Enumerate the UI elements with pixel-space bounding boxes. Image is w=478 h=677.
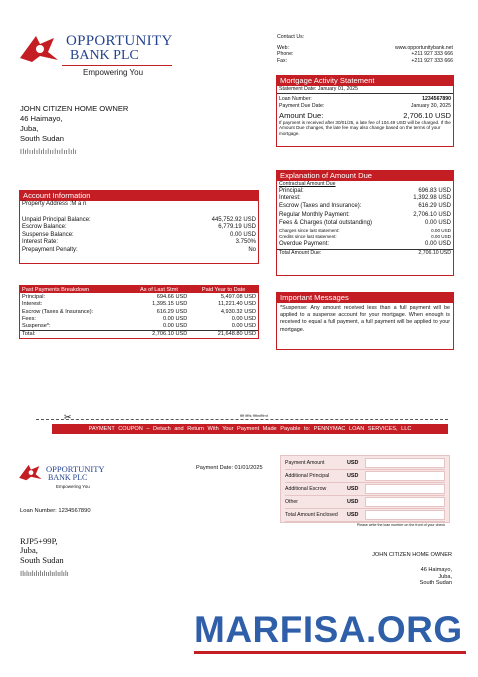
past-payments-row <box>20 322 258 330</box>
explanation-row <box>279 188 451 196</box>
explanation-row-label: Escrow (Taxes and Insurance): <box>279 202 362 209</box>
statement-date: Statement Date: January 01, 2025 <box>277 86 453 94</box>
sender-barcode: Ilılıılılılılıılıılıılılı <box>20 570 69 579</box>
explanation-row-value: 696.83 USD <box>418 187 451 194</box>
explanation-row-label: Overdue Payment: <box>279 240 330 247</box>
coupon-field-label: Total Amount Enclosed <box>285 512 338 518</box>
coupon-field-label: Additional Principal <box>285 473 330 479</box>
phone-label: Phone: <box>277 51 294 58</box>
past-payments-cell: 0.00 USD <box>231 315 256 322</box>
coupon-recipient-line2: Juba, <box>438 573 452 580</box>
explanation-row-label: Credits since last statement: <box>279 234 337 240</box>
address-line3: South Sudan <box>20 134 64 143</box>
address-line1: 46 Haimayo, <box>20 114 63 123</box>
coupon-field-row <box>285 457 445 470</box>
statement-title: Mortgage Activity Statement <box>277 76 453 86</box>
past-payments-cell: 616.29 USD <box>156 308 188 315</box>
coupon-loan-number: Loan Number: 1234567890 <box>20 508 91 514</box>
past-payments-cell: 0.00 USD <box>163 323 188 330</box>
explanation-row <box>279 241 451 249</box>
explanation-row <box>279 234 451 241</box>
explanation-row-value: 1,392.98 USD <box>413 195 451 202</box>
past-payments-box <box>19 285 259 339</box>
coupon-field-currency: USD <box>347 499 359 505</box>
past-payments-row <box>20 301 258 308</box>
past-payments-row <box>20 330 258 338</box>
past-payments-cell: 2,706.10 USD <box>152 331 188 338</box>
property-address: Property Address :M a n <box>22 201 87 207</box>
phone-value: +211 927 333 666 <box>411 51 453 58</box>
account-row <box>22 232 256 240</box>
coupon-footnote: Please write the loan number on the front of your check <box>356 523 445 527</box>
bank-logo-mark-icon <box>18 32 62 64</box>
coupon-field-label: Payment Amount <box>285 460 325 466</box>
coupon-field-input[interactable] <box>365 458 445 468</box>
past-payments-header: Paid Year to Date <box>189 286 258 293</box>
explanation-row-value: 616.29 USD <box>418 202 451 209</box>
account-row-label: Prepayment Penalty: <box>22 246 78 253</box>
loan-number-label: Loan Number: <box>279 95 312 102</box>
explanation-row-value: 2,706.10 USD <box>413 212 451 219</box>
past-payments-cell: 0.00 USD <box>163 315 188 322</box>
address-line2: Juba, <box>20 124 39 133</box>
past-payments-cell: Suspense*: <box>22 323 51 330</box>
web-value[interactable]: www.opportunitybank.net <box>395 44 453 51</box>
past-payments-cell: 21,648.80 USD <box>217 331 256 338</box>
coupon-field-label: Additional Escrow <box>285 486 327 492</box>
explanation-row-label: Interest: <box>279 195 301 202</box>
explanation-row-value: 0.00 USD <box>424 240 451 247</box>
past-payments-cell: Total: <box>22 331 36 338</box>
past-payments-cell: 11,221.40 USD <box>218 301 256 308</box>
past-payments-cell: Principal: <box>22 293 46 300</box>
bank-name-line1: OPPORTUNITY <box>66 33 173 49</box>
coupon-logo-mark-icon <box>18 462 44 482</box>
explanation-row <box>279 195 451 203</box>
explanation-row-label: Fees & Charges (total outstanding) <box>279 219 373 226</box>
past-payments-header: As of Last Stmt <box>129 286 190 293</box>
past-payments-cell: 694.66 USD <box>156 293 188 300</box>
coupon-field-label: Other <box>285 499 298 505</box>
past-payments-row <box>20 315 258 322</box>
account-row-value: 6,779.19 USD <box>218 224 256 231</box>
past-payments-cell: 4,930.32 USD <box>220 308 256 315</box>
bank-logo <box>18 30 178 80</box>
scissors-icon: ✂ <box>64 412 72 422</box>
past-payments-cell: Interest: <box>22 301 43 308</box>
address-name: JOHN CITIZEN HOME OWNER <box>20 104 129 113</box>
coupon-recipient-name: JOHN CITIZEN HOME OWNER <box>372 552 452 558</box>
account-row <box>22 247 256 255</box>
watermark: MARFISA.ORG <box>194 609 463 650</box>
explanation-row <box>279 212 451 220</box>
contact-block <box>277 34 453 64</box>
postal-barcode: Ilılıılılılılıılıılıılılı <box>20 149 78 156</box>
coupon-field-currency: USD <box>347 512 359 518</box>
total-due-value: 2,706.10 USD <box>418 250 451 257</box>
sender-line3: South Sudan <box>20 554 64 565</box>
account-info-box <box>19 190 259 264</box>
coupon-field-row <box>285 483 445 496</box>
account-row <box>22 239 256 247</box>
coupon-recipient-line3: South Sudan <box>419 580 452 587</box>
loan-number-value: 1234567890 <box>422 95 451 102</box>
messages-box <box>276 292 454 350</box>
explanation-title: Explanation of Amount Due <box>277 171 453 181</box>
recipient-address <box>20 104 128 158</box>
account-row <box>22 224 256 232</box>
amount-due-label: Amount Due: <box>279 110 324 120</box>
past-payments-cell: Fees: <box>22 315 36 322</box>
coupon-recipient <box>340 552 452 587</box>
explanation-row-value: 0.00 USD <box>424 219 451 226</box>
past-payments-cell: 1,395.15 USD <box>152 301 188 308</box>
coupon-tagline: Empowering You <box>56 484 90 489</box>
bank-tagline: Empowering You <box>83 68 144 77</box>
messages-body: *Suspense: Any amount received less than a full payment will be applied to a suspense account for your mortgage. When enough is received to equal a full payment, a full payment will be applied to your mortgage. <box>280 305 450 333</box>
fax-value: +211 927 333 666 <box>411 57 453 64</box>
coupon-payment-date: Payment Date: 01/01/2025 <box>196 465 263 471</box>
late-fee-note: If payment is received after 30/01/25, a late fee of 104.49 USD will be charged. If the Amount Due changes, the late fee may also change based on the terms of your mortgage. <box>279 119 451 136</box>
account-info-title: Account Information <box>20 191 258 201</box>
coupon-logo <box>18 462 128 492</box>
coupon-field-input[interactable] <box>365 497 445 507</box>
past-payments-table <box>20 286 258 338</box>
amount-due-value: 2,706.10 USD <box>403 110 451 120</box>
coupon-bank-name-line1: OPPORTUNITY <box>46 464 105 474</box>
bank-name-line2: BANK PLC <box>70 48 139 63</box>
account-row-value: 3.750% <box>235 239 256 246</box>
coupon-field-row <box>285 509 445 522</box>
web-label: Web: <box>277 44 290 51</box>
due-date-label: Payment Due Date: <box>279 103 325 110</box>
past-payments-row <box>20 308 258 315</box>
past-payments-row <box>20 293 258 300</box>
coupon-bank-name-line2: BANK PLC <box>48 473 88 482</box>
due-date-value: January 30, 2025 <box>410 103 451 110</box>
messages-title: Important Messages <box>277 293 453 303</box>
past-payments-cell: 5,497.08 USD <box>220 293 256 300</box>
account-row-value: 445,752.92 USD <box>211 216 256 223</box>
explanation-row <box>279 228 451 235</box>
explanation-row-value: 0.00 USD <box>431 227 451 233</box>
account-row-value: No <box>248 246 256 253</box>
sender-address <box>20 537 69 580</box>
coupon-fields-box <box>280 455 450 527</box>
sender-line1: RJP5+99P, <box>20 536 58 546</box>
tagline-underline <box>62 65 172 66</box>
explanation-row-label: Charges since last statement: <box>279 227 340 233</box>
coupon-field-input[interactable] <box>365 484 445 494</box>
explanation-row-label: Regular Monthly Payment: <box>279 212 350 219</box>
tear-line <box>36 419 448 420</box>
account-row-label: Unpaid Principal Balance: <box>22 216 91 223</box>
account-row-value: 0.00 USD <box>229 231 256 238</box>
past-payments-header: Past Payments Breakdown <box>20 286 129 293</box>
sender-line2: Juba, <box>20 545 38 556</box>
account-row-label: Escrow Balance: <box>22 224 67 231</box>
past-payments-cell: 0.00 USD <box>231 323 256 330</box>
fold-text: ffff ffffs ffffmfffmf <box>240 413 268 418</box>
coupon-field-row <box>285 470 445 483</box>
explanation-row <box>279 203 451 211</box>
account-row-label: Interest Rate: <box>22 239 59 246</box>
coupon-field-currency: USD <box>347 473 359 479</box>
total-due-label: Total Amount Due: <box>279 250 322 257</box>
explanation-subtitle: Contractual Amount Due <box>279 181 336 187</box>
account-row-label: Suspense Balance: <box>22 231 74 238</box>
coupon-field-row <box>285 496 445 509</box>
explanation-box <box>276 170 454 276</box>
watermark-underline <box>194 651 466 654</box>
coupon-recipient-line1: 46 Haimayo, <box>420 566 452 573</box>
coupon-banner: PAYMENT COUPON – Detach and Return With Your Payment Made Payable to: PENNYMAC LOAN SERVICES, LLC <box>52 424 448 434</box>
statement-box <box>276 75 454 147</box>
contact-title: Contact Us: <box>277 34 305 40</box>
explanation-row <box>279 220 451 228</box>
fax-label: Fax: <box>277 57 288 64</box>
explanation-row-value: 0.00 USD <box>431 234 451 240</box>
coupon-field-input[interactable] <box>365 471 445 481</box>
coupon-field-currency: USD <box>347 460 359 466</box>
account-row <box>22 217 256 225</box>
coupon-field-currency: USD <box>347 486 359 492</box>
coupon-field-input[interactable] <box>365 510 445 520</box>
explanation-row-label: Principal: <box>279 187 304 194</box>
past-payments-cell: Escrow (Taxes & Insurance): <box>22 308 94 315</box>
